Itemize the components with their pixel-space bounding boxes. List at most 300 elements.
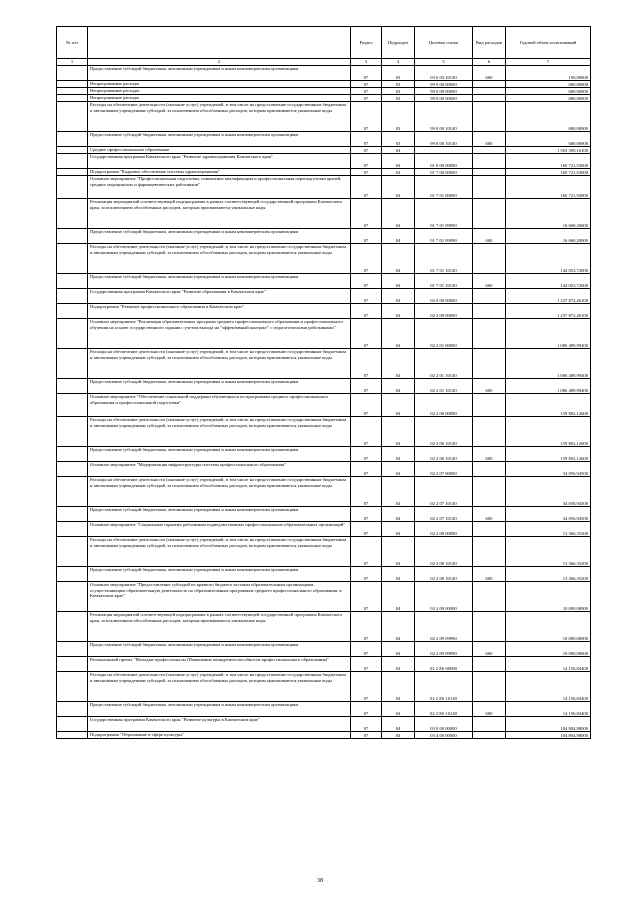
row-podrazdel-cell: 04 — [382, 462, 415, 477]
row-name-cell: Расходы на обеспечение деятельности (оказание услуг) учреждений, в том числе на предоставление государственным бюджетным и автономным учреждениям субсидий, за исключением обособленных расходов, которым присваиваются уникальные коды — [88, 349, 351, 379]
row-razdel-cell: 07 — [351, 522, 382, 537]
row-razdel-cell: 07 — [351, 349, 382, 379]
row-razdel-cell: 07 — [351, 304, 382, 319]
row-razdel-cell: 07 — [351, 66, 382, 81]
row-number-cell — [57, 732, 88, 739]
table-row — [57, 394, 591, 417]
row-sum-cell: 144 053,72000 — [506, 244, 591, 274]
row-sum-cell: 10 000,00000 — [506, 642, 591, 657]
table-row — [57, 612, 591, 642]
row-name-cell: Подпрограмма "Развитие профессионального образования в Камчатском крае" — [88, 304, 351, 319]
row-razdel-cell: 07 — [351, 274, 382, 289]
row-sum-cell: 159 802,12600 — [506, 447, 591, 462]
header-sum: Годовой объем ассигнований — [506, 27, 591, 59]
row-razdel-cell: 07 — [351, 612, 382, 642]
row-number-cell — [57, 507, 88, 522]
row-razdel-cell: 07 — [351, 672, 382, 702]
row-razdel-cell: 07 — [351, 717, 382, 732]
row-number-cell — [57, 147, 88, 154]
table-row — [57, 567, 591, 582]
row-number-cell — [57, 304, 88, 319]
row-vid-cell: 600 — [473, 567, 506, 582]
row-vid-cell: 600 — [473, 229, 506, 244]
table-row — [57, 522, 591, 537]
row-razdel-cell: 07 — [351, 447, 382, 462]
row-razdel-cell: 07 — [351, 567, 382, 582]
row-statya-cell: 02 2 01 00000 — [415, 319, 473, 349]
header-statya: Целевая статья — [415, 27, 473, 59]
row-podrazdel-cell: 04 — [382, 567, 415, 582]
row-name-cell: Расходы на обеспечение деятельности (оказание услуг) учреждений, в том числе на предоставление государственным бюджетным и автономным учреждениям субсидий, за исключением обособленных расходов, которым присваиваются уникальные коды — [88, 537, 351, 567]
row-sum-cell: 144 053,72000 — [506, 274, 591, 289]
row-podrazdel-cell: 04 — [382, 289, 415, 304]
row-name-cell: Предоставление субсидий бюджетным, автономным учреждениям и иным некоммерческим организациям — [88, 379, 351, 394]
row-number-cell — [57, 176, 88, 199]
table-row — [57, 244, 591, 274]
row-podrazdel-cell: 04 — [382, 732, 415, 739]
row-vid-cell — [473, 244, 506, 274]
table-row — [57, 717, 591, 732]
row-vid-cell — [473, 95, 506, 102]
row-number-cell — [57, 612, 88, 642]
table-row — [57, 379, 591, 394]
row-number-cell — [57, 66, 88, 81]
row-podrazdel-cell: 04 — [382, 154, 415, 169]
row-name-cell: Предоставление субсидий бюджетным, автономным учреждениям и иным некоммерческим организациям — [88, 274, 351, 289]
row-number-cell — [57, 199, 88, 229]
row-podrazdel-cell: 04 — [382, 657, 415, 672]
row-podrazdel-cell: 04 — [382, 147, 415, 154]
table-row — [57, 319, 591, 349]
row-vid-cell — [473, 582, 506, 612]
row-vid-cell — [473, 199, 506, 229]
row-number-cell — [57, 717, 88, 732]
row-podrazdel-cell: 03 — [382, 88, 415, 95]
row-statya-cell: 02 2 08 10140 — [415, 537, 473, 567]
row-podrazdel-cell: 04 — [382, 199, 415, 229]
column-number: 1 — [57, 59, 88, 66]
row-number-cell — [57, 81, 88, 88]
row-vid-cell — [473, 169, 506, 176]
row-podrazdel-cell: 03 — [382, 132, 415, 147]
row-sum-cell: 160 721,92000 — [506, 176, 591, 199]
row-podrazdel-cell: 04 — [382, 394, 415, 417]
row-sum-cell: 13 366,35200 — [506, 522, 591, 537]
header-vid: Вид расходов — [473, 27, 506, 59]
row-name-cell: Государственная программа Камчатского края "Развитие здравоохранения Камчатского края" — [88, 154, 351, 169]
table-row — [57, 102, 591, 132]
row-number-cell — [57, 274, 88, 289]
row-razdel-cell: 07 — [351, 102, 382, 132]
table-row — [57, 132, 591, 147]
row-vid-cell — [473, 81, 506, 88]
row-razdel-cell: 07 — [351, 199, 382, 229]
table-row — [57, 95, 591, 102]
row-sum-cell: 190,00000 — [506, 66, 591, 81]
row-number-cell — [57, 567, 88, 582]
row-sum-cell: 680,00000 — [506, 88, 591, 95]
row-podrazdel-cell: 04 — [382, 417, 415, 447]
row-vid-cell — [473, 88, 506, 95]
row-statya-cell: 02 2 E6 00000 — [415, 657, 473, 672]
row-statya-cell: 02 2 09 09990 — [415, 612, 473, 642]
row-name-cell: Предоставление субсидий бюджетным, автономным учреждениям и иным некоммерческим организациям — [88, 132, 351, 147]
row-number-cell — [57, 582, 88, 612]
row-number-cell — [57, 154, 88, 169]
row-sum-cell: 1 503 399,16100 — [506, 147, 591, 154]
row-name-cell: Основное мероприятие "Предоставление субсидий из краевого бюджета частным образовательным организациям, осуществляющим образовательную деятельность по образовательным программам среднего профессионального образования, в Камчатском крае" — [88, 582, 351, 612]
row-number-cell — [57, 447, 88, 462]
row-sum-cell: 159 802,12600 — [506, 394, 591, 417]
row-razdel-cell: 07 — [351, 176, 382, 199]
row-vid-cell: 600 — [473, 642, 506, 657]
column-number-row — [57, 59, 591, 66]
row-podrazdel-cell: 04 — [382, 304, 415, 319]
row-podrazdel-cell: 04 — [382, 379, 415, 394]
row-statya-cell: 99 0 00 00000 — [415, 95, 473, 102]
row-razdel-cell: 07 — [351, 379, 382, 394]
row-name-cell: Непрограммные расходы — [88, 95, 351, 102]
row-vid-cell — [473, 102, 506, 132]
row-statya-cell: 02 2 E6 10140 — [415, 672, 473, 702]
row-razdel-cell: 07 — [351, 169, 382, 176]
row-podrazdel-cell: 04 — [382, 582, 415, 612]
row-statya-cell: 03 6 03 10140 — [415, 66, 473, 81]
table-row — [57, 304, 591, 319]
row-podrazdel-cell: 04 — [382, 319, 415, 349]
row-vid-cell — [473, 732, 506, 739]
row-podrazdel-cell: 04 — [382, 349, 415, 379]
row-sum-cell: 680,00000 — [506, 132, 591, 147]
row-statya-cell: 02 2 07 10140 — [415, 477, 473, 507]
row-number-cell — [57, 319, 88, 349]
row-name-cell: Подпрограмма "Кадровое обеспечение системы здравоохранения" — [88, 169, 351, 176]
header-name — [88, 27, 351, 59]
row-sum-cell: 1 006 489,99400 — [506, 349, 591, 379]
row-razdel-cell: 07 — [351, 319, 382, 349]
row-podrazdel-cell: 03 — [382, 95, 415, 102]
table-row — [57, 417, 591, 447]
row-sum-cell: 1 006 489,99400 — [506, 319, 591, 349]
budget-table — [56, 26, 591, 739]
row-name-cell: Подпрограмма "Образование в сфере культуры" — [88, 732, 351, 739]
row-razdel-cell: 07 — [351, 702, 382, 717]
row-vid-cell — [473, 612, 506, 642]
row-name-cell: Непрограммные расходы — [88, 88, 351, 95]
row-razdel-cell: 07 — [351, 537, 382, 567]
row-sum-cell: 680,00000 — [506, 95, 591, 102]
table-row — [57, 274, 591, 289]
row-podrazdel-cell: 04 — [382, 717, 415, 732]
row-statya-cell: 02 2 07 10140 — [415, 507, 473, 522]
row-podrazdel-cell: 04 — [382, 537, 415, 567]
row-razdel-cell: 07 — [351, 642, 382, 657]
row-statya-cell: 02 2 E6 10140 — [415, 702, 473, 717]
row-number-cell — [57, 95, 88, 102]
row-name-cell: Предоставление субсидий бюджетным, автономным учреждениям и иным некоммерческим организациям — [88, 229, 351, 244]
row-sum-cell: 13 366,35200 — [506, 567, 591, 582]
row-name-cell: Основное мероприятие "Реализация образовательных программ среднего профессионального образования и профессионального обучения на основе государственного задания с учетом выхода на "эффективный контракт" с педагогическими работниками" — [88, 319, 351, 349]
row-number-cell — [57, 289, 88, 304]
row-name-cell: Расходы на обеспечение деятельности (оказание услуг) учреждений, в том числе на предоставление государственным бюджетным и автономным учреждениям субсидий, за исключением обособленных расходов, которым присваиваются уникальные коды — [88, 102, 351, 132]
header-razdel: Раздел — [351, 27, 382, 59]
row-number-cell — [57, 477, 88, 507]
row-name-cell: Непрограммные расходы — [88, 81, 351, 88]
row-razdel-cell: 07 — [351, 244, 382, 274]
row-number-cell — [57, 229, 88, 244]
row-vid-cell — [473, 176, 506, 199]
row-vid-cell: 600 — [473, 702, 506, 717]
row-vid-cell: 600 — [473, 447, 506, 462]
row-statya-cell: 02 2 08 10140 — [415, 567, 473, 582]
column-number: 4 — [382, 59, 415, 66]
row-razdel-cell: 07 — [351, 462, 382, 477]
table-row — [57, 507, 591, 522]
row-vid-cell — [473, 657, 506, 672]
row-name-cell: Расходы на обеспечение деятельности (оказание услуг) учреждений, в том числе на предоставление государственным бюджетным и автономным учреждениям субсидий, за исключением обособленных расходов, которым присваиваются уникальные коды — [88, 244, 351, 274]
table-row — [57, 642, 591, 657]
row-number-cell — [57, 537, 88, 567]
row-number-cell — [57, 642, 88, 657]
column-number: 2 — [88, 59, 351, 66]
table-row — [57, 477, 591, 507]
page-number: 38 — [317, 878, 323, 884]
table-row — [57, 66, 591, 81]
row-podrazdel-cell: 03 — [382, 102, 415, 132]
row-sum-cell: 160 721,92000 — [506, 154, 591, 169]
row-vid-cell — [473, 672, 506, 702]
row-razdel-cell: 07 — [351, 154, 382, 169]
row-sum-cell: 1 237 872,26100 — [506, 304, 591, 319]
table-row — [57, 582, 591, 612]
row-razdel-cell: 07 — [351, 657, 382, 672]
row-statya-cell: 02 2 09 09990 — [415, 642, 473, 657]
row-name-cell: Среднее профессиональное образование — [88, 147, 351, 154]
row-number-cell — [57, 349, 88, 379]
row-statya-cell: 02 2 06 00000 — [415, 394, 473, 417]
row-razdel-cell: 07 — [351, 95, 382, 102]
row-sum-cell: 13 366,35200 — [506, 537, 591, 567]
row-statya-cell: 01 7 01 09990 — [415, 199, 473, 229]
header-podrazdel: Подраздел — [382, 27, 415, 59]
row-vid-cell — [473, 522, 506, 537]
row-name-cell: Расходы на обеспечение деятельности (оказание услуг) учреждений, в том числе на предоставление государственным бюджетным и автономным учреждениям субсидий, за исключением обособленных расходов, которым присваиваются уникальные коды — [88, 672, 351, 702]
row-name-cell: Предоставление субсидий бюджетным, автономным учреждениям и иным некоммерческим организациям — [88, 567, 351, 582]
row-statya-cell: 02 2 09 00000 — [415, 582, 473, 612]
row-number-cell — [57, 244, 88, 274]
row-vid-cell — [473, 417, 506, 447]
row-name-cell: Предоставление субсидий бюджетным, автономным учреждениям и иным некоммерческим организациям — [88, 447, 351, 462]
row-podrazdel-cell: 04 — [382, 477, 415, 507]
row-number-cell — [57, 672, 88, 702]
row-razdel-cell: 07 — [351, 132, 382, 147]
row-vid-cell — [473, 477, 506, 507]
row-statya-cell: 02 0 00 00000 — [415, 289, 473, 304]
row-name-cell: Государственная программа Камчатского края "Развитие культуры в Камчатском крае" — [88, 717, 351, 732]
row-sum-cell: 10 000,00000 — [506, 612, 591, 642]
row-podrazdel-cell: 04 — [382, 522, 415, 537]
table-row — [57, 199, 591, 229]
row-sum-cell: 104 804,98000 — [506, 717, 591, 732]
row-podrazdel-cell: 04 — [382, 447, 415, 462]
column-number: 6 — [473, 59, 506, 66]
row-podrazdel-cell: 03 — [382, 66, 415, 81]
table-row — [57, 462, 591, 477]
row-sum-cell: 34 056,94500 — [506, 507, 591, 522]
row-number-cell — [57, 394, 88, 417]
row-vid-cell — [473, 147, 506, 154]
row-sum-cell: 14 156,84400 — [506, 657, 591, 672]
row-statya-cell: 02 2 01 10140 — [415, 379, 473, 394]
row-statya-cell: 01 7 00 00000 — [415, 169, 473, 176]
row-razdel-cell: 07 — [351, 147, 382, 154]
row-razdel-cell: 07 — [351, 81, 382, 88]
table-row — [57, 732, 591, 739]
row-name-cell: Государственная программа Камчатского края "Развитие образования в Камчатском крае" — [88, 289, 351, 304]
table-row — [57, 657, 591, 672]
row-vid-cell — [473, 289, 506, 304]
row-number-cell — [57, 132, 88, 147]
row-name-cell: Предоставление субсидий бюджетным, автономным учреждениям и иным некоммерческим организациям — [88, 507, 351, 522]
row-sum-cell: 16 668,20000 — [506, 199, 591, 229]
table-row — [57, 229, 591, 244]
row-vid-cell — [473, 154, 506, 169]
row-number-cell — [57, 379, 88, 394]
row-sum-cell: 1 006 489,99400 — [506, 379, 591, 394]
row-statya-cell: 02 2 00 00000 — [415, 304, 473, 319]
row-name-cell: Основное мероприятие "Модернизация инфраструктуры системы профессионального образования" — [88, 462, 351, 477]
row-statya-cell: 01 7 01 00000 — [415, 176, 473, 199]
row-name-cell: Предоставление субсидий бюджетным, автономным учреждениям и иным некоммерческим организациям — [88, 702, 351, 717]
row-name-cell: Расходы на обеспечение деятельности (оказание услуг) учреждений, в том числе на предоставление государственным бюджетным и автономным учреждениям субсидий, за исключением обособленных расходов, которым присваиваются уникальные коды — [88, 417, 351, 447]
row-sum-cell: 680,00000 — [506, 81, 591, 88]
row-number-cell — [57, 702, 88, 717]
row-podrazdel-cell: 04 — [382, 672, 415, 702]
row-sum-cell: 1 237 872,26100 — [506, 289, 591, 304]
row-statya-cell: 02 2 07 00000 — [415, 462, 473, 477]
table-body — [57, 66, 591, 739]
table-row — [57, 147, 591, 154]
row-vid-cell: 600 — [473, 507, 506, 522]
row-vid-cell: 600 — [473, 274, 506, 289]
row-statya-cell: 01 7 01 10140 — [415, 274, 473, 289]
row-sum-cell: 34 056,94500 — [506, 477, 591, 507]
row-razdel-cell: 07 — [351, 477, 382, 507]
table-row — [57, 702, 591, 717]
row-sum-cell: 159 802,12600 — [506, 417, 591, 447]
row-razdel-cell: 07 — [351, 417, 382, 447]
row-statya-cell: 03 0 00 00000 — [415, 717, 473, 732]
row-razdel-cell: 07 — [351, 732, 382, 739]
row-number-cell — [57, 169, 88, 176]
row-statya-cell: 01 7 01 10140 — [415, 244, 473, 274]
row-statya-cell: 02 2 06 10140 — [415, 417, 473, 447]
row-podrazdel-cell: 04 — [382, 274, 415, 289]
row-name-cell: Расходы на обеспечение деятельности (оказание услуг) учреждений, в том числе на предоставление государственным бюджетным и автономным учреждениям субсидий, за исключением обособленных расходов, которым присваиваются уникальные коды — [88, 477, 351, 507]
row-name-cell: Региональный проект "Молодые профессионалы (Повышение конкурентоспособности профессионального образования)" — [88, 657, 351, 672]
row-razdel-cell: 07 — [351, 394, 382, 417]
row-statya-cell: 02 2 06 10140 — [415, 447, 473, 462]
row-vid-cell — [473, 304, 506, 319]
row-podrazdel-cell: 04 — [382, 642, 415, 657]
row-razdel-cell: 07 — [351, 289, 382, 304]
row-vid-cell — [473, 349, 506, 379]
row-razdel-cell: 07 — [351, 507, 382, 522]
row-number-cell — [57, 102, 88, 132]
row-number-cell — [57, 522, 88, 537]
header-row — [57, 27, 591, 59]
table-row — [57, 289, 591, 304]
row-podrazdel-cell: 03 — [382, 81, 415, 88]
row-name-cell: Основное мероприятие "Обеспечение социальной поддержки обучающихся по программам среднего профессионального образования и профессиональной подготовки" — [88, 394, 351, 417]
row-number-cell — [57, 417, 88, 447]
row-podrazdel-cell: 04 — [382, 702, 415, 717]
row-razdel-cell: 07 — [351, 582, 382, 612]
row-vid-cell: 600 — [473, 379, 506, 394]
row-statya-cell: 02 2 01 10140 — [415, 349, 473, 379]
column-number: 3 — [351, 59, 382, 66]
row-statya-cell: 99 0 00 10140 — [415, 132, 473, 147]
row-statya-cell — [415, 147, 473, 154]
row-vid-cell: 600 — [473, 132, 506, 147]
row-sum-cell: 14 156,84400 — [506, 672, 591, 702]
row-vid-cell — [473, 394, 506, 417]
table-row — [57, 672, 591, 702]
row-statya-cell: 02 2 08 00000 — [415, 522, 473, 537]
row-sum-cell: 680,00000 — [506, 102, 591, 132]
row-name-cell: Предоставление субсидий бюджетным, автономным учреждениям и иным некоммерческим организациям — [88, 66, 351, 81]
row-statya-cell: 99 0 00 00000 — [415, 88, 473, 95]
table-row — [57, 169, 591, 176]
row-sum-cell: 160 721,92000 — [506, 169, 591, 176]
row-vid-cell — [473, 462, 506, 477]
row-number-cell — [57, 657, 88, 672]
row-vid-cell — [473, 319, 506, 349]
row-number-cell — [57, 462, 88, 477]
table-row — [57, 537, 591, 567]
table-row — [57, 447, 591, 462]
row-podrazdel-cell: 04 — [382, 244, 415, 274]
row-sum-cell: 34 056,94500 — [506, 462, 591, 477]
row-statya-cell: 01 0 00 00000 — [415, 154, 473, 169]
header-number: № п/п — [57, 27, 88, 59]
row-vid-cell — [473, 537, 506, 567]
row-name-cell: Предоставление субсидий бюджетным, автономным учреждениям и иным некоммерческим организациям — [88, 642, 351, 657]
row-podrazdel-cell: 04 — [382, 169, 415, 176]
row-vid-cell — [473, 717, 506, 732]
table-row — [57, 176, 591, 199]
row-statya-cell: 03 4 00 00000 — [415, 732, 473, 739]
table-row — [57, 88, 591, 95]
row-number-cell — [57, 88, 88, 95]
table-row — [57, 154, 591, 169]
row-statya-cell: 99 0 00 00000 — [415, 81, 473, 88]
row-name-cell: Основное мероприятие "Социальные гарантии работникам подведомственных профессиональных образовательных организаций" — [88, 522, 351, 537]
row-sum-cell: 10 000,00000 — [506, 582, 591, 612]
row-razdel-cell: 07 — [351, 88, 382, 95]
row-podrazdel-cell: 04 — [382, 229, 415, 244]
row-statya-cell: 99 0 00 10140 — [415, 102, 473, 132]
row-vid-cell: 600 — [473, 66, 506, 81]
row-statya-cell: 01 7 01 09990 — [415, 229, 473, 244]
row-sum-cell: 14 156,84400 — [506, 702, 591, 717]
row-name-cell: Реализация мероприятий соответствующей подпрограммы в рамках соответствующей государственной программы Камчатского края, за исключением обособленных расходов, которым присваиваются уникальные коды — [88, 199, 351, 229]
table-row — [57, 81, 591, 88]
row-sum-cell: 104 804,98000 — [506, 732, 591, 739]
row-podrazdel-cell: 04 — [382, 176, 415, 199]
row-razdel-cell: 07 — [351, 229, 382, 244]
column-number: 7 — [506, 59, 591, 66]
